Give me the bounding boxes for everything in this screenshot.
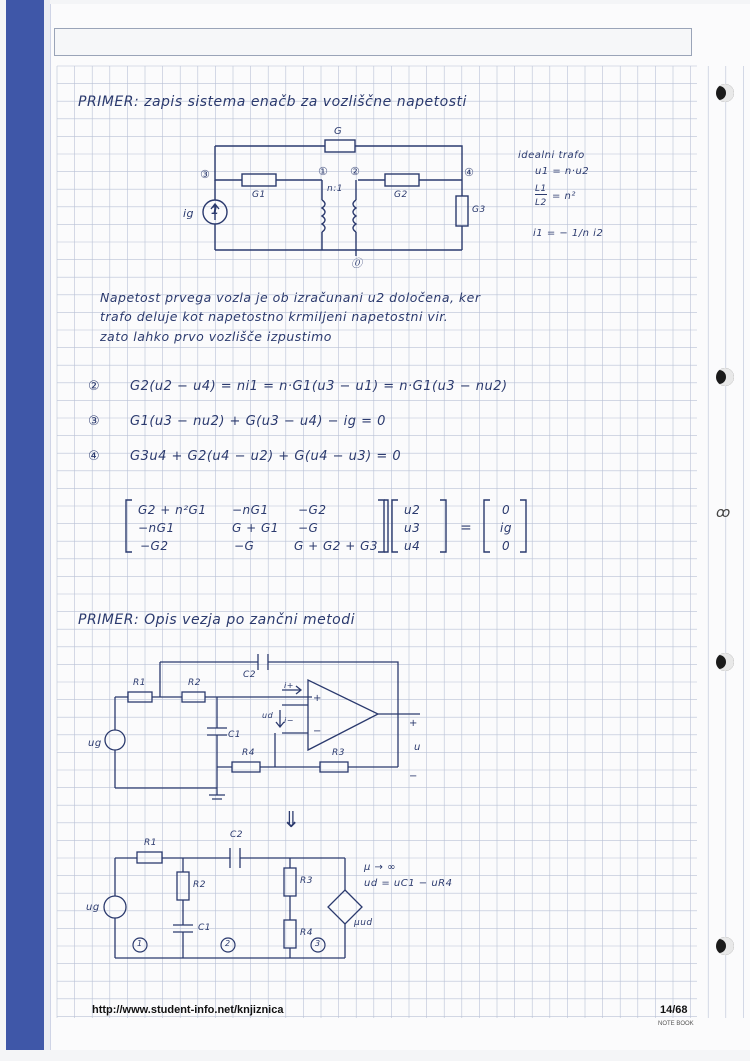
label-c2: C2 <box>243 670 257 680</box>
punch-mark-icon: ꝏ <box>716 505 731 521</box>
section1-heading: PRIMER: zapis sistema enačb za vozliščne napetosti <box>78 94 467 110</box>
label-r4: R4 <box>242 748 255 758</box>
matrix-cell: −nG1 <box>232 503 269 517</box>
label-c1: C1 <box>228 730 242 740</box>
matrix-equals: = <box>460 520 473 536</box>
rhs-cell: 0 <box>502 539 511 553</box>
paragraph-line-2: trafo deluje kot napetostno krmiljeni napetostni vir. <box>100 309 449 324</box>
label-ratio: n:1 <box>327 184 343 194</box>
footer-url: http://www.student-info.net/knjiznica <box>92 1004 284 1016</box>
matrix-cell: −G <box>234 539 255 553</box>
label-ig: ig <box>183 207 195 220</box>
label-c2-loop: C2 <box>230 830 244 840</box>
equation-3: G1(u3 − nu2) + G(u3 − u4) − ig = 0 <box>130 414 386 429</box>
label-node-0: ⓪ <box>351 257 363 270</box>
label-node-2: ② <box>350 165 361 178</box>
matrix-cell: G2 + n²G1 <box>138 503 207 517</box>
matrix-cell: G + G2 + G3 <box>294 539 379 553</box>
rhs-cell: ig <box>500 521 512 535</box>
note-ud: ud = uC1 − uR4 <box>364 878 453 889</box>
label-dep-source: μud <box>354 918 373 928</box>
label-opamp-plus: + <box>313 693 322 704</box>
paragraph-line-3: zato lahko prvo vozlišče izpustimo <box>100 329 332 344</box>
label-out-minus: − <box>409 771 418 782</box>
label-opamp-minus: − <box>313 726 322 737</box>
label-i-minus: i− <box>284 716 294 725</box>
label-c1-loop: C1 <box>198 923 212 933</box>
label-out-u: u <box>414 742 421 753</box>
vector-cell: u4 <box>404 539 421 553</box>
label-r3: R3 <box>332 748 345 758</box>
label-g1: G1 <box>252 190 266 200</box>
matrix-cell: −G2 <box>298 503 327 517</box>
trafo-eq1: u1 = n·u2 <box>535 166 590 177</box>
equation-2: G2(u2 − u4) = ni1 = n·G1(u3 − u1) = n·G1(u3 − nu2) <box>130 379 508 394</box>
equation-label-2: ② <box>88 379 101 394</box>
label-r1: R1 <box>133 678 146 688</box>
matrix-cell: G + G1 <box>232 521 279 535</box>
trafo-eq2-den: L2 <box>535 198 547 208</box>
trafo-eq3: i1 = − 1/n i2 <box>533 228 604 239</box>
label-ud: ud <box>262 711 274 720</box>
equation-label-4: ④ <box>88 449 101 464</box>
label-loop-3: 3 <box>315 939 321 948</box>
equation-label-3: ③ <box>88 414 101 429</box>
equation-4: G3u4 + G2(u4 − u2) + G(u4 − u3) = 0 <box>130 449 402 464</box>
label-node-4: ④ <box>464 166 475 179</box>
trafo-title: idealni trafo <box>518 150 585 161</box>
rhs-cell: 0 <box>502 503 511 517</box>
paragraph-line-1: Napetost prvega vozla je ob izračunani u2 določena, ker <box>100 290 481 305</box>
vector-cell: u2 <box>404 503 421 517</box>
matrix-cell: −G2 <box>140 539 169 553</box>
note-mu: μ → ∞ <box>364 862 396 873</box>
trafo-eq2-rhs: = n² <box>552 191 576 202</box>
label-g2: G2 <box>394 190 408 200</box>
notebook-brand: NOTE BOOK <box>658 1021 694 1027</box>
matrix-cell: −G <box>298 521 319 535</box>
label-r1-loop: R1 <box>144 838 157 848</box>
label-node-1: ① <box>318 165 329 178</box>
label-r4-loop: R4 <box>300 928 313 938</box>
label-g: G <box>334 126 343 137</box>
page-number: 14/68 <box>660 1004 688 1016</box>
label-i-plus: i+ <box>284 681 294 690</box>
label-ug-loop: ug <box>86 902 100 913</box>
trafo-eq2-num: L1 <box>535 184 547 194</box>
down-arrow-icon: ⇓ <box>282 808 301 833</box>
label-r2-loop: R2 <box>193 880 206 890</box>
label-r3-loop: R3 <box>300 876 313 886</box>
matrix-cell: −nG1 <box>138 521 175 535</box>
label-g3: G3 <box>472 205 486 215</box>
label-source-mark: 1 <box>211 204 220 217</box>
label-node-3: ③ <box>200 168 211 181</box>
label-r2: R2 <box>188 678 201 688</box>
vector-cell: u3 <box>404 521 421 535</box>
label-out-plus: + <box>409 718 418 729</box>
label-loop-1: 1 <box>137 939 143 948</box>
section2-heading: PRIMER: Opis vezja po zančni metodi <box>78 612 356 628</box>
label-loop-2: 2 <box>225 939 231 948</box>
label-ug: ug <box>88 738 102 749</box>
